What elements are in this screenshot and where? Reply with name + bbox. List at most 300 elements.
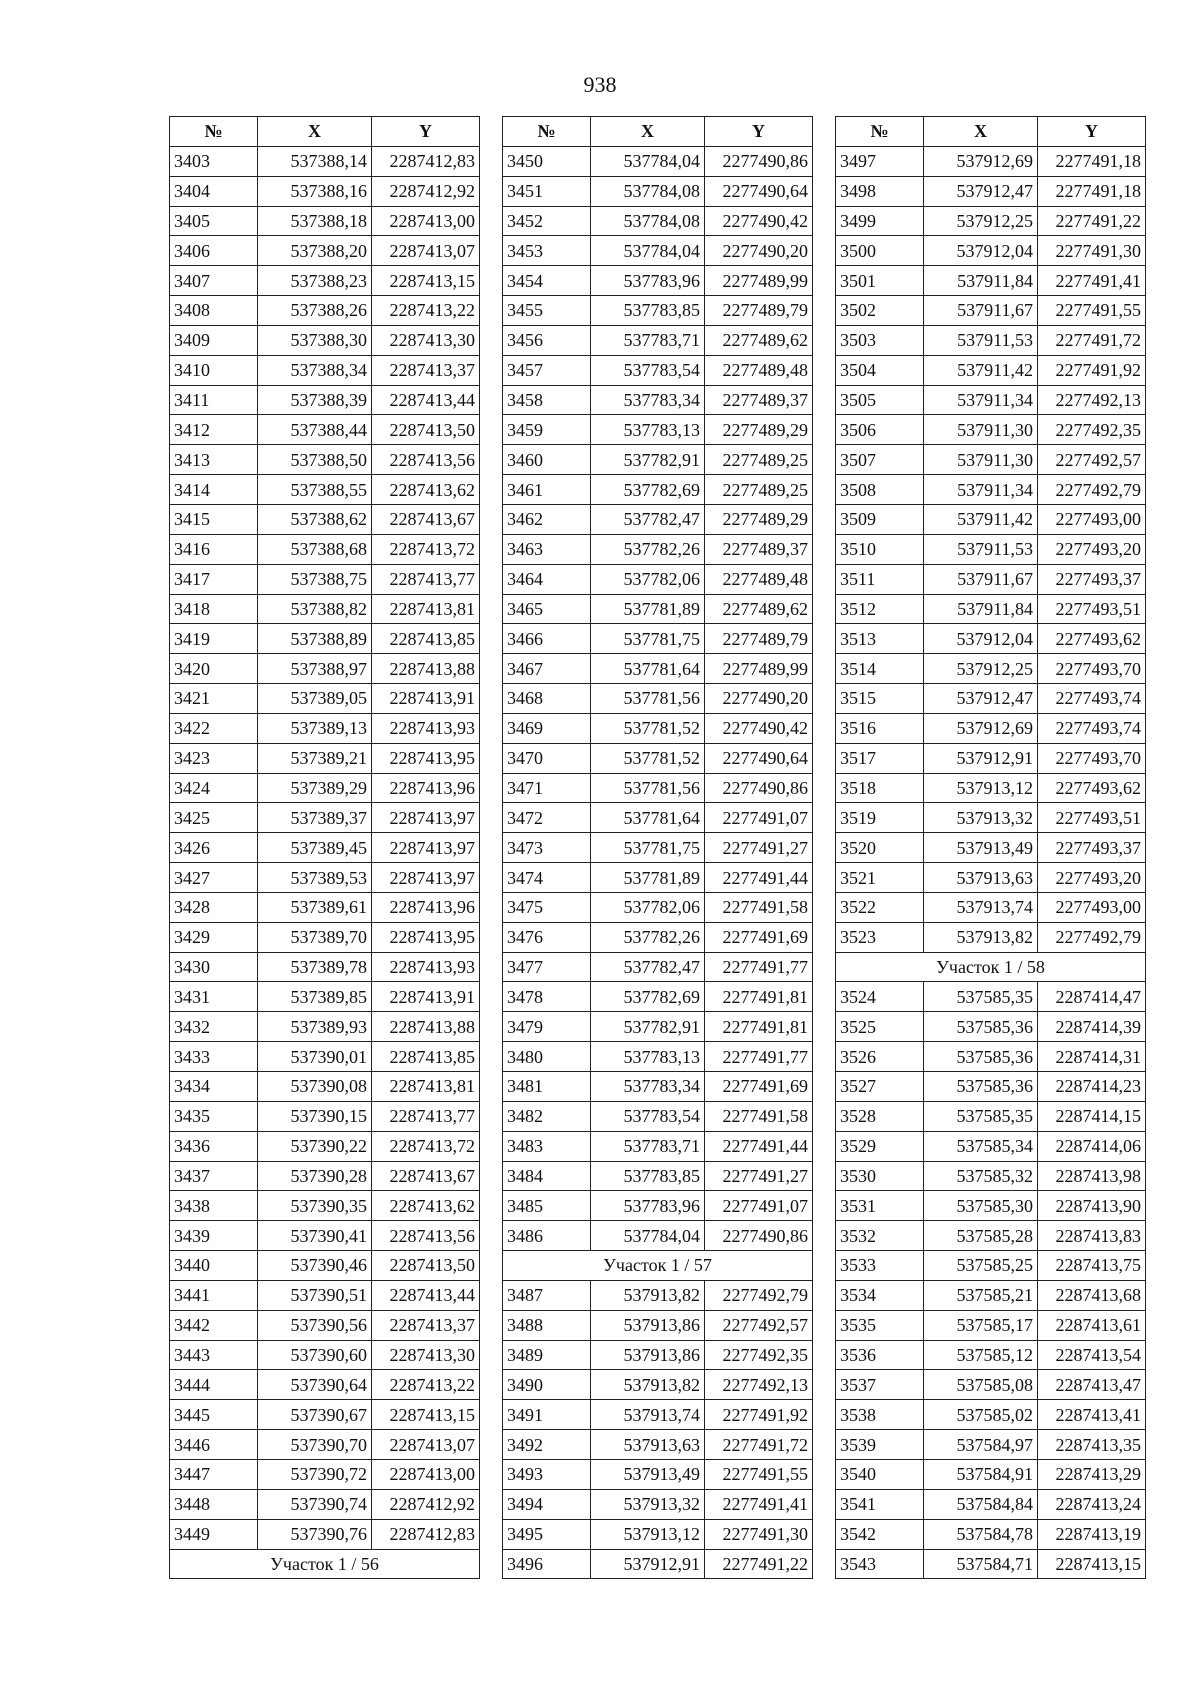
y-coordinate: 2287413,67 xyxy=(372,504,480,534)
y-coordinate: 2287413,77 xyxy=(372,1101,480,1131)
table-row xyxy=(836,624,1146,654)
y-coordinate: 2277490,64 xyxy=(705,176,813,206)
x-coordinate: 537782,06 xyxy=(591,892,705,922)
point-number: 3459 xyxy=(503,415,591,445)
y-coordinate: 2277491,07 xyxy=(705,1191,813,1221)
table-row xyxy=(836,1072,1146,1102)
y-coordinate: 2277491,27 xyxy=(705,1161,813,1191)
y-coordinate: 2287414,06 xyxy=(1038,1131,1146,1161)
table-row xyxy=(503,743,813,773)
table-row xyxy=(836,1430,1146,1460)
point-number: 3471 xyxy=(503,773,591,803)
point-number: 3445 xyxy=(170,1400,258,1430)
y-coordinate: 2277492,79 xyxy=(1038,475,1146,505)
x-coordinate: 537390,72 xyxy=(258,1459,372,1489)
x-coordinate: 537388,20 xyxy=(258,236,372,266)
point-number: 3442 xyxy=(170,1310,258,1340)
point-number: 3512 xyxy=(836,594,924,624)
header-x: X xyxy=(591,117,705,147)
table-row xyxy=(170,445,480,475)
x-coordinate: 537389,85 xyxy=(258,982,372,1012)
point-number: 3404 xyxy=(170,176,258,206)
table-row xyxy=(503,1072,813,1102)
table-row xyxy=(503,863,813,893)
x-coordinate: 537784,04 xyxy=(591,236,705,266)
y-coordinate: 2287413,50 xyxy=(372,415,480,445)
x-coordinate: 537912,69 xyxy=(924,713,1038,743)
table-row xyxy=(170,654,480,684)
table-row xyxy=(836,1251,1146,1281)
point-number: 3526 xyxy=(836,1042,924,1072)
table-row xyxy=(836,833,1146,863)
table-row xyxy=(170,146,480,176)
x-coordinate: 537783,54 xyxy=(591,355,705,385)
table-row xyxy=(503,415,813,445)
point-number: 3504 xyxy=(836,355,924,385)
point-number: 3506 xyxy=(836,415,924,445)
y-coordinate: 2287413,88 xyxy=(372,654,480,684)
point-number: 3474 xyxy=(503,863,591,893)
table-row xyxy=(503,236,813,266)
y-coordinate: 2287413,81 xyxy=(372,1072,480,1102)
x-coordinate: 537913,82 xyxy=(591,1370,705,1400)
y-coordinate: 2287413,61 xyxy=(1038,1310,1146,1340)
point-number: 3447 xyxy=(170,1459,258,1489)
point-number: 3420 xyxy=(170,654,258,684)
table-row xyxy=(170,564,480,594)
table-row xyxy=(170,236,480,266)
table-row xyxy=(170,475,480,505)
point-number: 3522 xyxy=(836,892,924,922)
y-coordinate: 2287412,92 xyxy=(372,1489,480,1519)
table-row xyxy=(836,1161,1146,1191)
y-coordinate: 2287413,81 xyxy=(372,594,480,624)
table-row xyxy=(170,1131,480,1161)
y-coordinate: 2277491,44 xyxy=(705,863,813,893)
y-coordinate: 2287413,98 xyxy=(1038,1161,1146,1191)
table-row xyxy=(503,1489,813,1519)
x-coordinate: 537390,70 xyxy=(258,1430,372,1460)
x-coordinate: 537913,63 xyxy=(924,863,1038,893)
point-number: 3492 xyxy=(503,1430,591,1460)
point-number: 3521 xyxy=(836,863,924,893)
x-coordinate: 537784,08 xyxy=(591,176,705,206)
point-number: 3486 xyxy=(503,1221,591,1251)
x-coordinate: 537912,47 xyxy=(924,176,1038,206)
point-number: 3409 xyxy=(170,325,258,355)
y-coordinate: 2277492,13 xyxy=(705,1370,813,1400)
point-number: 3433 xyxy=(170,1042,258,1072)
point-number: 3513 xyxy=(836,624,924,654)
x-coordinate: 537389,05 xyxy=(258,684,372,714)
x-coordinate: 537781,75 xyxy=(591,624,705,654)
y-coordinate: 2277491,44 xyxy=(705,1131,813,1161)
y-coordinate: 2287413,30 xyxy=(372,1340,480,1370)
table-row xyxy=(170,504,480,534)
point-number: 3478 xyxy=(503,982,591,1012)
y-coordinate: 2287413,37 xyxy=(372,1310,480,1340)
x-coordinate: 537390,46 xyxy=(258,1251,372,1281)
point-number: 3543 xyxy=(836,1549,924,1579)
point-number: 3407 xyxy=(170,266,258,296)
x-coordinate: 537912,25 xyxy=(924,654,1038,684)
point-number: 3533 xyxy=(836,1251,924,1281)
y-coordinate: 2277491,41 xyxy=(705,1489,813,1519)
point-number: 3451 xyxy=(503,176,591,206)
y-coordinate: 2287413,85 xyxy=(372,624,480,654)
y-coordinate: 2287413,96 xyxy=(372,773,480,803)
x-coordinate: 537388,16 xyxy=(258,176,372,206)
point-number: 3437 xyxy=(170,1161,258,1191)
x-coordinate: 537913,74 xyxy=(591,1400,705,1430)
y-coordinate: 2277493,51 xyxy=(1038,594,1146,624)
y-coordinate: 2277489,62 xyxy=(705,594,813,624)
y-coordinate: 2287413,30 xyxy=(372,325,480,355)
point-number: 3421 xyxy=(170,684,258,714)
table-row xyxy=(836,415,1146,445)
x-coordinate: 537390,60 xyxy=(258,1340,372,1370)
y-coordinate: 2277493,70 xyxy=(1038,743,1146,773)
table-row xyxy=(836,773,1146,803)
table-row xyxy=(836,1131,1146,1161)
x-coordinate: 537911,42 xyxy=(924,355,1038,385)
y-coordinate: 2287413,95 xyxy=(372,922,480,952)
y-coordinate: 2287413,90 xyxy=(1038,1191,1146,1221)
point-number: 3475 xyxy=(503,892,591,922)
point-number: 3541 xyxy=(836,1489,924,1519)
page-number: 938 xyxy=(583,72,617,97)
x-coordinate: 537783,13 xyxy=(591,1042,705,1072)
point-number: 3499 xyxy=(836,206,924,236)
x-coordinate: 537585,36 xyxy=(924,1072,1038,1102)
point-number: 3418 xyxy=(170,594,258,624)
x-coordinate: 537585,35 xyxy=(924,982,1038,1012)
table-row xyxy=(836,176,1146,206)
point-number: 3449 xyxy=(170,1519,258,1549)
x-coordinate: 537913,32 xyxy=(591,1489,705,1519)
table-row xyxy=(170,355,480,385)
point-number: 3454 xyxy=(503,266,591,296)
table-row xyxy=(170,1012,480,1042)
table-row xyxy=(170,1430,480,1460)
table-header-row xyxy=(503,117,813,147)
table-row xyxy=(503,475,813,505)
y-coordinate: 2287413,83 xyxy=(1038,1221,1146,1251)
y-coordinate: 2287413,56 xyxy=(372,1221,480,1251)
y-coordinate: 2277493,20 xyxy=(1038,863,1146,893)
y-coordinate: 2287413,00 xyxy=(372,206,480,236)
y-coordinate: 2277491,69 xyxy=(705,1072,813,1102)
y-coordinate: 2287413,85 xyxy=(372,1042,480,1072)
header-number: № xyxy=(836,117,924,147)
x-coordinate: 537781,64 xyxy=(591,654,705,684)
table-row xyxy=(503,385,813,415)
table-row xyxy=(836,892,1146,922)
table-row xyxy=(170,1161,480,1191)
table-row xyxy=(170,743,480,773)
y-coordinate: 2277492,79 xyxy=(705,1280,813,1310)
table-row xyxy=(170,684,480,714)
y-coordinate: 2287413,56 xyxy=(372,445,480,475)
x-coordinate: 537783,96 xyxy=(591,266,705,296)
table-row xyxy=(503,325,813,355)
table-row xyxy=(503,504,813,534)
table-row xyxy=(170,713,480,743)
x-coordinate: 537913,82 xyxy=(924,922,1038,952)
table-row xyxy=(836,1280,1146,1310)
x-coordinate: 537783,96 xyxy=(591,1191,705,1221)
x-coordinate: 537584,78 xyxy=(924,1519,1038,1549)
x-coordinate: 537585,08 xyxy=(924,1370,1038,1400)
table-row xyxy=(170,1400,480,1430)
table-row xyxy=(503,445,813,475)
point-number: 3538 xyxy=(836,1400,924,1430)
x-coordinate: 537585,34 xyxy=(924,1131,1038,1161)
x-coordinate: 537388,14 xyxy=(258,146,372,176)
point-number: 3534 xyxy=(836,1280,924,1310)
x-coordinate: 537585,12 xyxy=(924,1340,1038,1370)
x-coordinate: 537912,69 xyxy=(924,146,1038,176)
table-row xyxy=(503,773,813,803)
point-number: 3509 xyxy=(836,504,924,534)
x-coordinate: 537390,01 xyxy=(258,1042,372,1072)
y-coordinate: 2287413,75 xyxy=(1038,1251,1146,1281)
x-coordinate: 537584,97 xyxy=(924,1430,1038,1460)
y-coordinate: 2277491,72 xyxy=(1038,325,1146,355)
table-row xyxy=(503,1459,813,1489)
x-coordinate: 537913,86 xyxy=(591,1340,705,1370)
table-row xyxy=(170,1072,480,1102)
point-number: 3405 xyxy=(170,206,258,236)
point-number: 3412 xyxy=(170,415,258,445)
table-row xyxy=(836,146,1146,176)
x-coordinate: 537911,30 xyxy=(924,445,1038,475)
point-number: 3511 xyxy=(836,564,924,594)
y-coordinate: 2287413,15 xyxy=(372,266,480,296)
y-coordinate: 2277491,41 xyxy=(1038,266,1146,296)
point-number: 3519 xyxy=(836,803,924,833)
x-coordinate: 537783,85 xyxy=(591,296,705,326)
point-number: 3542 xyxy=(836,1519,924,1549)
table-row xyxy=(170,325,480,355)
section-label: Участок 1 / 58 xyxy=(836,952,1146,982)
point-number: 3501 xyxy=(836,266,924,296)
y-coordinate: 2277490,20 xyxy=(705,684,813,714)
section-label: Участок 1 / 56 xyxy=(170,1549,480,1579)
point-number: 3488 xyxy=(503,1310,591,1340)
y-coordinate: 2287413,62 xyxy=(372,475,480,505)
x-coordinate: 537913,82 xyxy=(591,1280,705,1310)
y-coordinate: 2277493,70 xyxy=(1038,654,1146,684)
x-coordinate: 537388,62 xyxy=(258,504,372,534)
y-coordinate: 2277491,58 xyxy=(705,1101,813,1131)
y-coordinate: 2287414,23 xyxy=(1038,1072,1146,1102)
point-number: 3468 xyxy=(503,684,591,714)
point-number: 3507 xyxy=(836,445,924,475)
x-coordinate: 537390,51 xyxy=(258,1280,372,1310)
y-coordinate: 2287413,97 xyxy=(372,833,480,863)
x-coordinate: 537912,04 xyxy=(924,624,1038,654)
y-coordinate: 2277493,00 xyxy=(1038,504,1146,534)
x-coordinate: 537913,49 xyxy=(591,1459,705,1489)
table-row xyxy=(170,266,480,296)
x-coordinate: 537585,36 xyxy=(924,1012,1038,1042)
y-coordinate: 2277491,77 xyxy=(705,952,813,982)
y-coordinate: 2287413,68 xyxy=(1038,1280,1146,1310)
point-number: 3477 xyxy=(503,952,591,982)
x-coordinate: 537911,34 xyxy=(924,385,1038,415)
y-coordinate: 2287413,15 xyxy=(372,1400,480,1430)
x-coordinate: 537388,26 xyxy=(258,296,372,326)
table-row xyxy=(836,922,1146,952)
point-number: 3465 xyxy=(503,594,591,624)
point-number: 3427 xyxy=(170,863,258,893)
point-number: 3435 xyxy=(170,1101,258,1131)
table-row xyxy=(170,1459,480,1489)
x-coordinate: 537782,91 xyxy=(591,1012,705,1042)
x-coordinate: 537782,69 xyxy=(591,982,705,1012)
table-row xyxy=(836,1340,1146,1370)
point-number: 3480 xyxy=(503,1042,591,1072)
point-number: 3495 xyxy=(503,1519,591,1549)
y-coordinate: 2277491,30 xyxy=(1038,236,1146,266)
point-number: 3428 xyxy=(170,892,258,922)
table-row xyxy=(836,1042,1146,1072)
point-number: 3461 xyxy=(503,475,591,505)
table-row xyxy=(836,504,1146,534)
header-y: Y xyxy=(705,117,813,147)
table-row xyxy=(170,206,480,236)
y-coordinate: 2287413,97 xyxy=(372,803,480,833)
table-row xyxy=(170,1191,480,1221)
x-coordinate: 537781,89 xyxy=(591,863,705,893)
y-coordinate: 2287413,35 xyxy=(1038,1430,1146,1460)
coordinates-table-1 xyxy=(169,116,480,1579)
x-coordinate: 537388,39 xyxy=(258,385,372,415)
y-coordinate: 2287413,19 xyxy=(1038,1519,1146,1549)
table-row xyxy=(503,1280,813,1310)
table-row xyxy=(503,892,813,922)
point-number: 3497 xyxy=(836,146,924,176)
x-coordinate: 537782,47 xyxy=(591,504,705,534)
x-coordinate: 537388,68 xyxy=(258,534,372,564)
point-number: 3485 xyxy=(503,1191,591,1221)
y-coordinate: 2287413,50 xyxy=(372,1251,480,1281)
table-row xyxy=(170,833,480,863)
y-coordinate: 2277490,42 xyxy=(705,713,813,743)
y-coordinate: 2277489,25 xyxy=(705,475,813,505)
x-coordinate: 537781,52 xyxy=(591,743,705,773)
x-coordinate: 537913,49 xyxy=(924,833,1038,863)
y-coordinate: 2277489,62 xyxy=(705,325,813,355)
y-coordinate: 2287413,77 xyxy=(372,564,480,594)
section-label: Участок 1 / 57 xyxy=(503,1251,813,1281)
x-coordinate: 537388,34 xyxy=(258,355,372,385)
x-coordinate: 537390,35 xyxy=(258,1191,372,1221)
point-number: 3514 xyxy=(836,654,924,684)
point-number: 3439 xyxy=(170,1221,258,1251)
x-coordinate: 537390,74 xyxy=(258,1489,372,1519)
y-coordinate: 2277493,74 xyxy=(1038,713,1146,743)
x-coordinate: 537912,47 xyxy=(924,684,1038,714)
x-coordinate: 537585,28 xyxy=(924,1221,1038,1251)
x-coordinate: 537911,67 xyxy=(924,296,1038,326)
point-number: 3423 xyxy=(170,743,258,773)
point-number: 3540 xyxy=(836,1459,924,1489)
point-number: 3411 xyxy=(170,385,258,415)
table-row xyxy=(503,684,813,714)
y-coordinate: 2287413,72 xyxy=(372,1131,480,1161)
table-row xyxy=(503,564,813,594)
x-coordinate: 537390,56 xyxy=(258,1310,372,1340)
point-number: 3532 xyxy=(836,1221,924,1251)
y-coordinate: 2287413,96 xyxy=(372,892,480,922)
y-coordinate: 2287413,93 xyxy=(372,713,480,743)
point-number: 3525 xyxy=(836,1012,924,1042)
point-number: 3500 xyxy=(836,236,924,266)
point-number: 3450 xyxy=(503,146,591,176)
point-number: 3463 xyxy=(503,534,591,564)
table-row xyxy=(836,266,1146,296)
table-row xyxy=(836,1012,1146,1042)
y-coordinate: 2277491,77 xyxy=(705,1042,813,1072)
table-row xyxy=(836,1191,1146,1221)
x-coordinate: 537388,30 xyxy=(258,325,372,355)
y-coordinate: 2287412,83 xyxy=(372,1519,480,1549)
x-coordinate: 537913,32 xyxy=(924,803,1038,833)
y-coordinate: 2277492,79 xyxy=(1038,922,1146,952)
y-coordinate: 2277491,07 xyxy=(705,803,813,833)
y-coordinate: 2277492,35 xyxy=(705,1340,813,1370)
table-header-row xyxy=(836,117,1146,147)
point-number: 3523 xyxy=(836,922,924,952)
point-number: 3531 xyxy=(836,1191,924,1221)
table-row xyxy=(503,594,813,624)
y-coordinate: 2287413,47 xyxy=(1038,1370,1146,1400)
x-coordinate: 537390,67 xyxy=(258,1400,372,1430)
x-coordinate: 537781,52 xyxy=(591,713,705,743)
x-coordinate: 537783,34 xyxy=(591,1072,705,1102)
y-coordinate: 2287413,54 xyxy=(1038,1340,1146,1370)
table-row xyxy=(170,1519,480,1549)
table-row xyxy=(836,1519,1146,1549)
point-number: 3441 xyxy=(170,1280,258,1310)
x-coordinate: 537911,67 xyxy=(924,564,1038,594)
table-row xyxy=(503,654,813,684)
y-coordinate: 2277493,37 xyxy=(1038,564,1146,594)
y-coordinate: 2287413,93 xyxy=(372,952,480,982)
table-row xyxy=(170,1370,480,1400)
table-row xyxy=(170,385,480,415)
point-number: 3429 xyxy=(170,922,258,952)
table-row xyxy=(836,1489,1146,1519)
table-row xyxy=(170,534,480,564)
table-row xyxy=(170,863,480,893)
y-coordinate: 2277493,37 xyxy=(1038,833,1146,863)
table-row xyxy=(170,1310,480,1340)
y-coordinate: 2277489,99 xyxy=(705,654,813,684)
y-coordinate: 2277491,18 xyxy=(1038,176,1146,206)
y-coordinate: 2277490,64 xyxy=(705,743,813,773)
table-row xyxy=(170,982,480,1012)
header-y: Y xyxy=(372,117,480,147)
point-number: 3496 xyxy=(503,1549,591,1579)
x-coordinate: 537389,21 xyxy=(258,743,372,773)
y-coordinate: 2277491,55 xyxy=(1038,296,1146,326)
x-coordinate: 537781,75 xyxy=(591,833,705,863)
table-row xyxy=(836,236,1146,266)
table-row xyxy=(170,922,480,952)
